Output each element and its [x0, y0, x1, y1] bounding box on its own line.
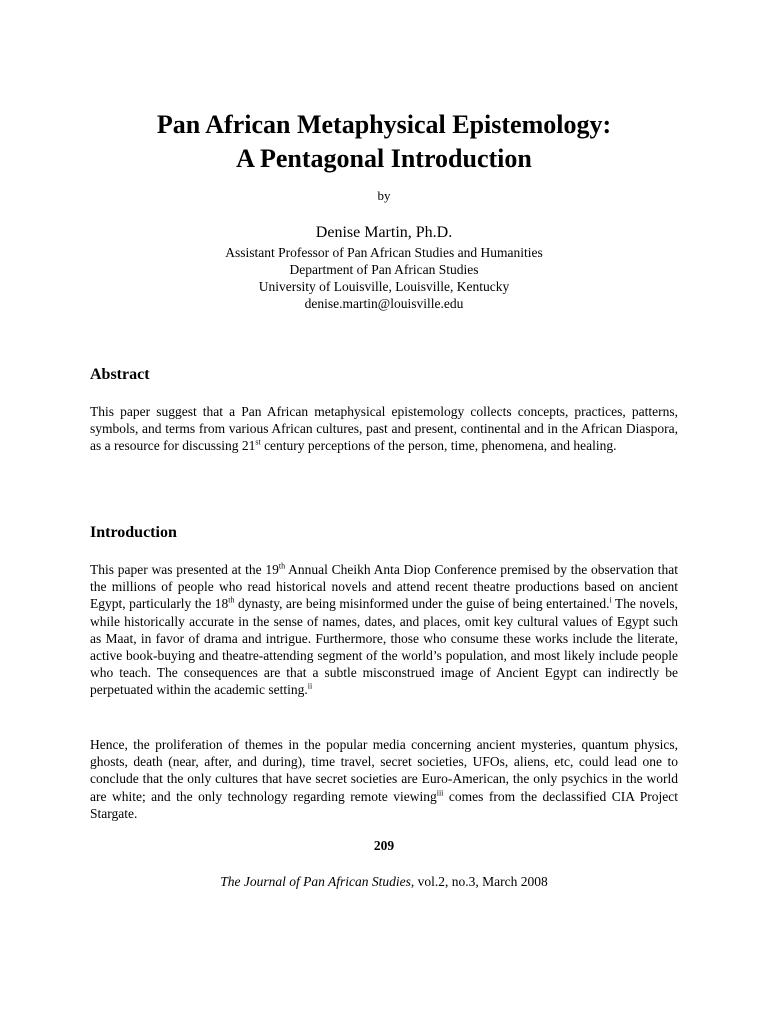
paragraph-text: Annual Cheikh Anta Diop Conference premised by the observation that the millions of people who read historical novels and attend recent theatre productions based on ancient Egypt, particularly the 18 — [90, 562, 678, 612]
journal-footer — [0, 874, 768, 890]
superscript: st — [255, 437, 261, 447]
journal-details: , vol.2, no.3, March 2008 — [410, 874, 548, 889]
paragraph-text: dynasty, are being misinformed under the guise of being entertained. — [234, 596, 610, 612]
title-line-2: A Pentagonal Introduction — [236, 144, 532, 173]
author-name: Denise Martin, Ph.D. — [315, 224, 453, 241]
author-block — [0, 222, 768, 312]
introduction-heading: Introduction — [90, 524, 177, 541]
introduction-paragraph-1 — [90, 561, 678, 699]
abstract-heading: Abstract — [90, 366, 150, 383]
paragraph-text: comes from the declassified CIA Project Stargate. — [90, 788, 678, 821]
paragraph-text: This paper was presented at the 19 — [90, 562, 279, 577]
author-email: denise.martin@louisville.edu — [304, 296, 464, 311]
superscript: th — [278, 561, 286, 571]
abstract-text-part: This paper suggest that a Pan African metaphysical epistemology collects concepts, practices, patterns, symbols, and terms from various African cultures, past and present, continental and in the African Diaspora, as a resource for discussing 21 — [90, 404, 678, 454]
paragraph-text: Hence, the proliferation of themes in the popular media concerning ancient mysteries, quantum physics, ghosts, death (near, after, and during), time travel, secret societies, UFOs, aliens, etc, could lead one to conclude that the only cultures that have secret societies are Euro-American, the only psychics in the world are white; and the only technology regarding remote viewing — [90, 737, 678, 804]
paragraph-text: The novels, while historically accurate in the sense of names, dates, and places, omit key cultural values of Egypt such as Maat, in favor of drama and intrigue. Furthermore, those who consume these works include the literate, active book-buying and theatre-attending segment of the world’s population, and most likely include people who teach. The consequences are that a subtle misconstrued image of Ancient Egypt can indirectly be perpetuated within the academic setting. — [90, 596, 678, 698]
abstract-text-part: century perceptions of the person, time, phenomena, and healing. — [260, 438, 617, 454]
byline: by — [377, 188, 391, 203]
endnote-marker[interactable]: ii — [307, 681, 313, 691]
title-line-1: Pan African Metaphysical Epistemology: — [156, 110, 612, 139]
superscript: th — [228, 595, 235, 605]
endnote-marker[interactable]: i — [609, 595, 612, 605]
page-number: 209 — [373, 838, 395, 853]
abstract-text — [90, 403, 678, 455]
endnote-marker[interactable]: iii — [436, 788, 444, 798]
author-university: University of Louisville, Louisville, Kentucky — [258, 279, 510, 294]
introduction-paragraph-2 — [90, 736, 678, 822]
author-department: Department of Pan African Studies — [289, 262, 479, 277]
paper-title — [0, 108, 768, 176]
journal-name: The Journal of Pan African Studies — [220, 874, 411, 889]
author-position: Assistant Professor of Pan African Studies and Humanities — [225, 245, 543, 260]
